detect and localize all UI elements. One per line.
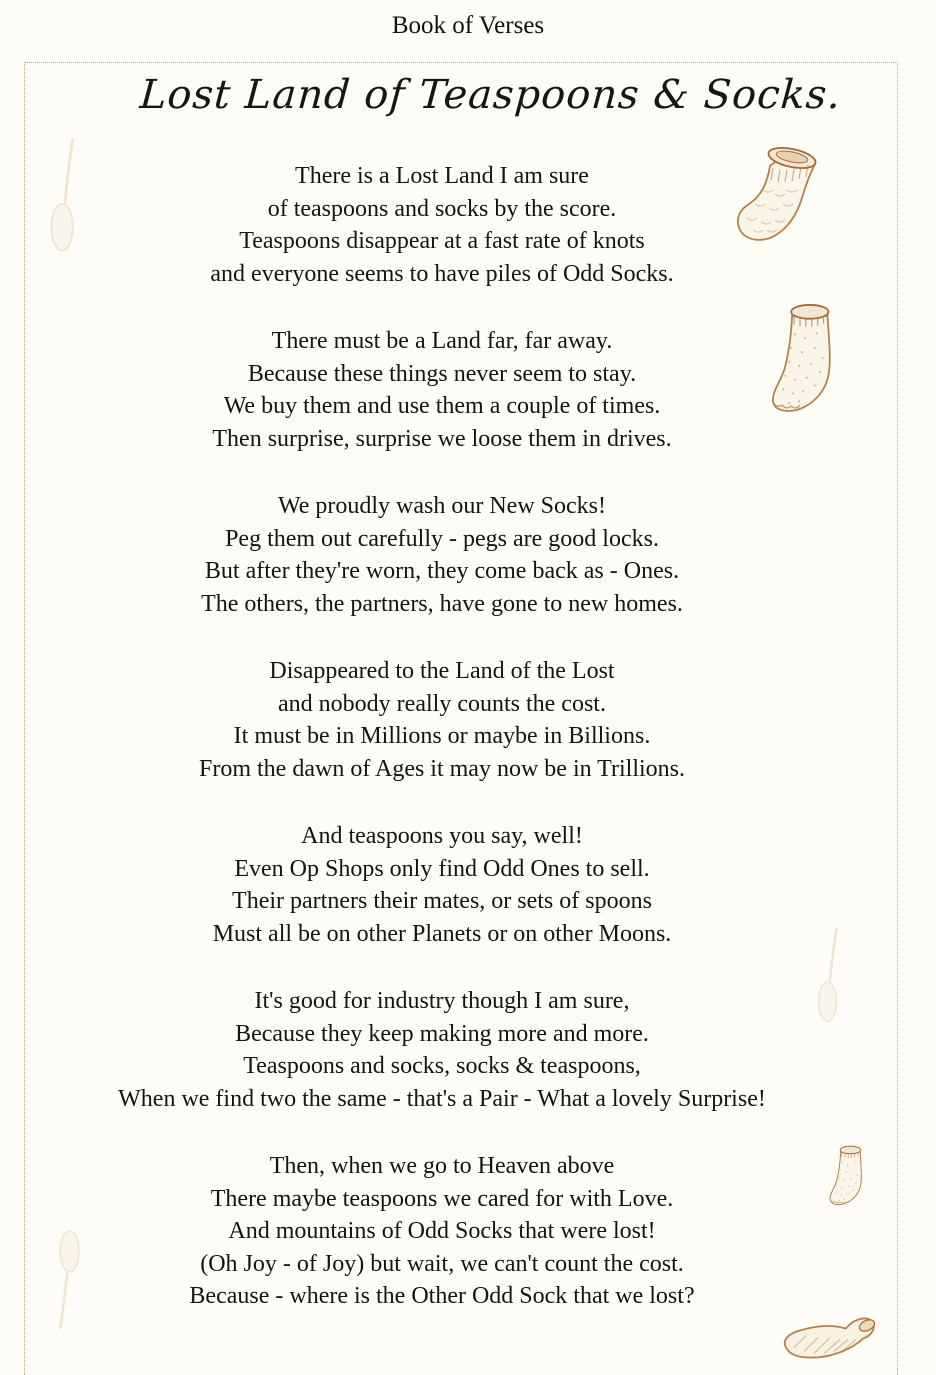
poem-line: Because - where is the Other Odd Sock that we lost?	[189, 1283, 695, 1309]
poem-title: Lost Land of Teaspoons & Socks.	[138, 72, 843, 118]
poem-line: We proudly wash our New Socks!	[277, 493, 606, 519]
poem-line: We buy them and use them a couple of times.	[223, 393, 661, 419]
poem-line: And mountains of Odd Socks that were lost!	[228, 1218, 656, 1244]
stanza-2	[24, 325, 860, 455]
poem-line: From the dawn of Ages it may now be in Trillions.	[199, 755, 685, 782]
poem-line: There is a Lost Land I am sure	[295, 163, 589, 189]
stanza-3	[24, 490, 860, 620]
poem-line: And teaspoons you say, well!	[301, 823, 583, 849]
poem-line: and everyone seems to have piles of Odd Socks.	[210, 260, 674, 287]
poem-line: The others, the partners, have gone to new homes.	[201, 590, 683, 617]
faint-teaspoon-illustration	[42, 136, 88, 262]
small-sock-illustration	[822, 1144, 868, 1208]
faint-teaspoon-illustration	[810, 925, 850, 1031]
poem-line: (Oh Joy - of Joy) but wait, we can't count the cost.	[200, 1250, 684, 1277]
poem-line: It must be in Millions or maybe in Billions.	[233, 723, 651, 749]
poem-line: Their partners their mates, or sets of spoons	[232, 888, 652, 914]
poem-line: Teaspoons and socks, socks & teaspoons,	[243, 1053, 641, 1079]
poem-line: But after they're worn, they come back as - Ones.	[204, 558, 680, 584]
poem-line: of teaspoons and socks by the score.	[267, 195, 617, 222]
stanza-5	[24, 820, 860, 950]
poem-line: Teaspoons disappear at a fast rate of knots	[239, 228, 645, 254]
poem-line: Must all be on other Planets or on other Moons.	[212, 920, 672, 947]
poem-line: Peg them out carefully - pegs are good locks.	[225, 525, 659, 552]
stanza-7	[24, 1150, 860, 1313]
page-title: Book of Verses	[391, 12, 545, 39]
poem-line: Then, when we go to Heaven above	[269, 1153, 615, 1179]
poem-line: Disappeared to the Land of the Lost	[269, 658, 615, 684]
poem-line: Even Op Shops only find Odd Ones to sell.	[234, 855, 650, 882]
poem-line: There maybe teaspoons we cared for with Love.	[210, 1185, 674, 1212]
knitted-sock-illustration	[733, 138, 838, 250]
poem-body	[24, 160, 860, 1313]
poem-line: It's good for industry though I am sure,	[254, 988, 630, 1014]
faint-teaspoon-illustration	[50, 1205, 84, 1347]
poem-line: When we find two the same - that's a Pair - What a lovely Surprise!	[118, 1085, 766, 1112]
poem-line: There must be a Land far, far away.	[271, 328, 613, 354]
poem-line: and nobody really counts the cost.	[278, 690, 606, 717]
lying-sock-illustration	[780, 1310, 880, 1365]
dotted-toe-sock-illustration	[757, 301, 843, 417]
poem-line: Because these things never seem to stay.	[247, 360, 637, 387]
stanza-6	[24, 985, 860, 1115]
poem-line: Because they keep making more and more.	[235, 1020, 649, 1047]
poem-line: Then surprise, surprise we loose them in drives.	[212, 425, 672, 452]
stanza-4	[24, 655, 860, 785]
